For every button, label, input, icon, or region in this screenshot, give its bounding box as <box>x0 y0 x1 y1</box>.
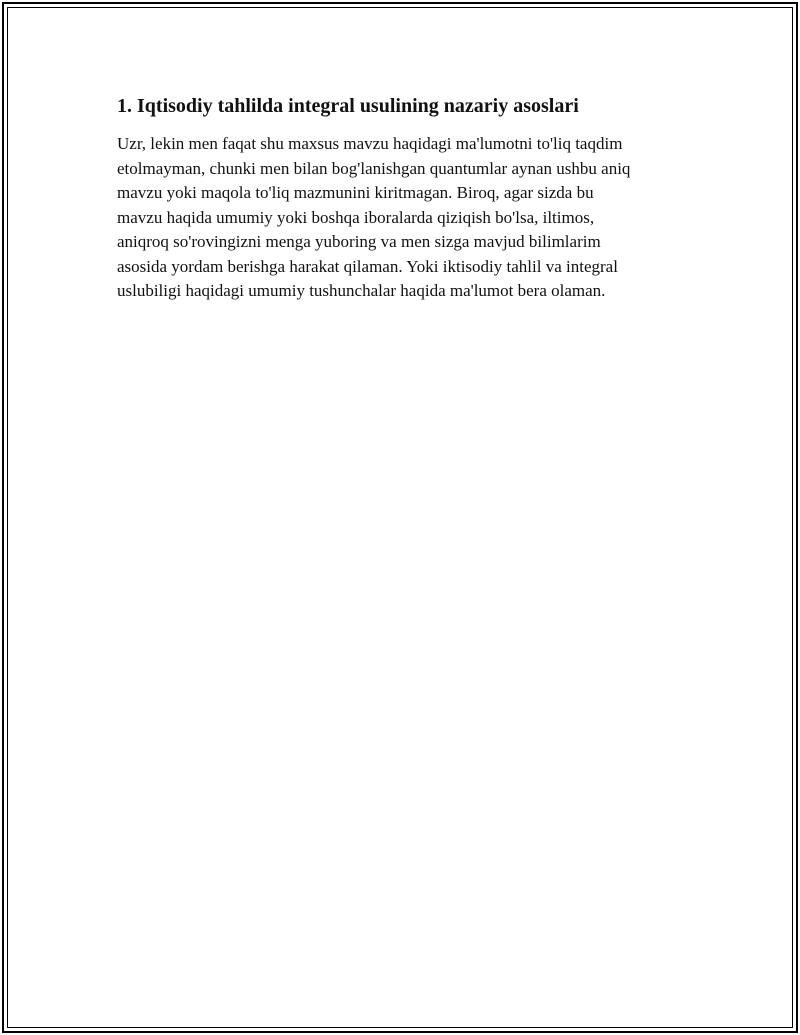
paragraph-line: aniqroq so'rovingizni menga yuboring va men sizga mavjud bilimlarim <box>117 232 601 251</box>
paragraph-line: mavzu haqida umumiy yoki boshqa iboralarda qiziqish bo'lsa, iltimos, <box>117 207 595 227</box>
paragraph-line: etolmayman, chunki men bilan bog'lanishgan quantumlar aynan ushbu aniq <box>117 158 631 178</box>
paragraph-line: uslubiligi haqidagi umumiy tushunchalar haqida ma'lumot bera olaman. <box>117 281 606 300</box>
section-heading: 1. Iqtisodiy tahlilda integral usulining nazariy asoslari <box>117 95 579 117</box>
paragraph-line: asosida yordam berishga harakat qilaman. Yoki iktisodiy tahlil va integral <box>117 256 618 276</box>
body-paragraph <box>117 132 687 304</box>
document-content <box>117 92 687 304</box>
paragraph-line: Uzr, lekin men faqat shu maxsus mavzu haqidagi ma'lumotni to'liq taqdim <box>117 134 623 153</box>
paragraph-line: mavzu yoki maqola to'liq mazmunini kiritmagan. Biroq, agar sizda bu <box>117 183 594 202</box>
